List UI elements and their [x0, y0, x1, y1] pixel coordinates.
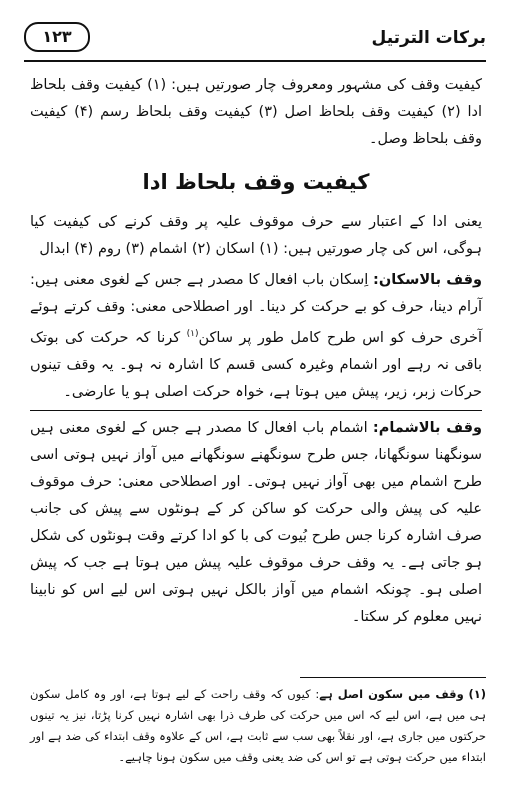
paragraph-text: اشمام باب افعال کا مصدر ہے جس کے لغوی معنی ہیں سونگھنا سونگھانا، جس طرح سونگھنے سونگھانے میں آواز نہیں ہوتی اسی طرح اشمام میں بھی آواز نہیں ہوتی۔ اور اصطلاحی معنی: حرف موقوف علیہ کی پیش والی حرکت کو ساکن کر کے ہونٹوں سے پیش کی جانب صرف اشارہ کرنا جس طرح بُیوت کی با کو ادا کرتے وقت ہونٹوں کی شکل ہو جاتی ہے۔ یہ وقف حرف موقوف علیہ پیش میں ہوتا ہے جب کہ پیش اصلی ہو۔ چونکہ اشمام میں آواز بالکل نہیں ہوتی اس لیے اس کو نابینا نہیں معلوم کر سکتا۔ — [30, 419, 482, 625]
paragraph-divider — [30, 410, 482, 411]
footnote-text: : کیوں کہ وقف راحت کے لیے ہوتا ہے، اور وہ کامل سکون ہی میں ہے، اس لیے کہ اس میں حرکت کی طرف ذرا بھی اشارہ نہیں کرنا پڑتا، نیز یہ تینوں حرکتوں میں جاری ہے، اور نقلاً بھی سب سے ثابت ہے، اس کے علاوہ وقف ابتداء کی ضد ہے اور ابتداء میں حرکت ہوتی ہے تو اس کی ضد یعنی وقف میں سکون ہونا چاہیے۔ — [30, 687, 486, 764]
intro-line-1: کیفیت وقف کی مشہور ومعروف چار صورتیں ہیں: (۱) کیفیت وقف بلحاظ ادا — [30, 77, 482, 120]
paragraph-waqf-ishmam — [30, 415, 482, 631]
book-title: برکات الترتیل — [371, 28, 486, 48]
section-intro: یعنی ادا کے اعتبار سے حرف موقوف علیہ پر وقف کرنے کی کیفیت کیا ہوگی، اس کی چار صورتیں ہیں: (۱) اسکان (۲) اشمام (۳) روم (۴) ابدال — [30, 214, 482, 257]
footnote-divider — [300, 677, 486, 678]
page-header — [24, 22, 486, 62]
footnote — [30, 684, 486, 768]
footnote-number: (۱) — [468, 687, 487, 701]
footnote-term: وقف میں سکون اصل ہے — [319, 687, 464, 701]
paragraph-text-cont: کرنا کہ حرکت کی بوتک باقی نہ رہے اور اشمام وغیرہ کسی قسم کا اشارہ نہ ہو۔ یہ وقف تینوں حرکات زبر، زیر، پیش میں ہوتا ہے، خواہ حرکت اصلی ہو یا عارضی۔ — [30, 329, 482, 400]
intro-line-3: بلحاظ وصل۔ — [369, 131, 449, 147]
paragraph-text: اِسکان باب افعال کا مصدر ہے جس کے لغوی معنی ہیں: آرام دینا، حرف کو بے حرکت کر دینا۔ اور اصطلاحی معنی: وقف کرتے ہوئے آخری حرف کو اس طرح کامل طور پر ساکن — [30, 272, 482, 346]
page-number-badge: ١٢٣ — [24, 22, 90, 52]
footnote-reference[interactable]: (۱) — [186, 329, 199, 339]
intro-line-2: (۲) کیفیت وقف بلحاظ اصل (۳) کیفیت وقف بلحاظ رسم (۴) کیفیت وقف — [30, 104, 482, 147]
paragraph-waqf-iskan — [30, 267, 482, 406]
section-heading: کیفیت وقف بلحاظ ادا — [142, 170, 370, 194]
intro-paragraph — [30, 72, 482, 153]
header-divider — [24, 60, 486, 62]
page-body — [30, 72, 482, 631]
term-waqf-iskan: وقف بالاسکان: — [373, 272, 482, 288]
term-waqf-ishmam: وقف بالاشمام: — [372, 419, 482, 436]
